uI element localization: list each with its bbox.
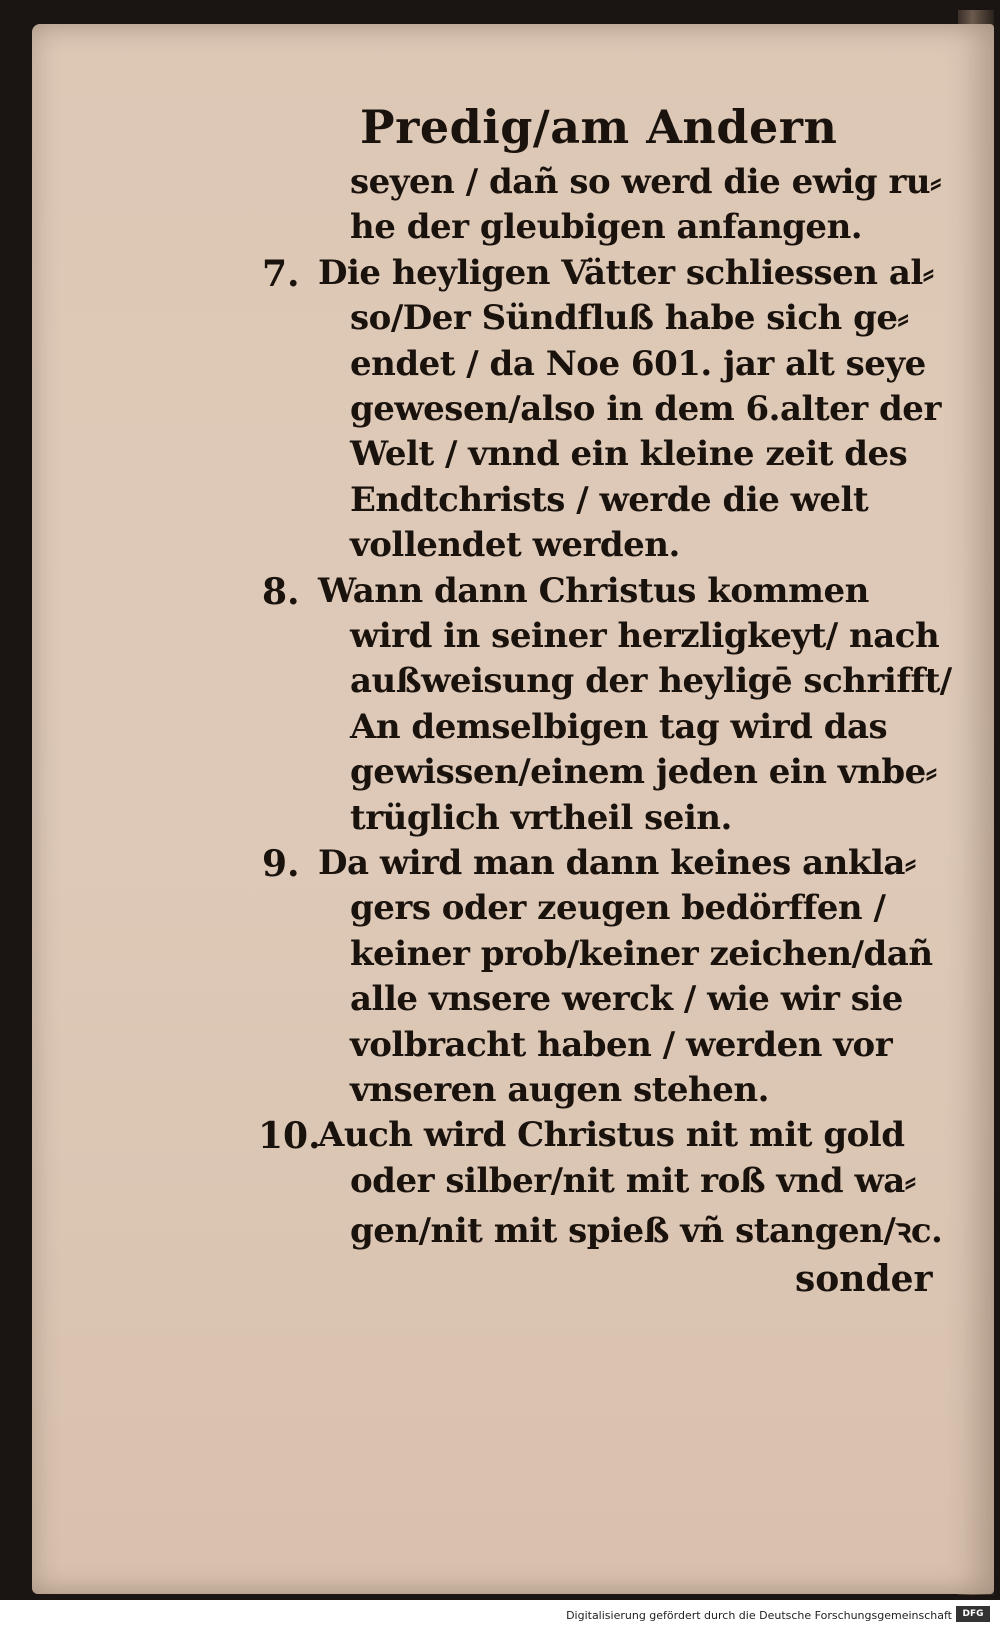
text-line: Welt / vnnd ein kleine zeit des <box>350 434 908 475</box>
text-line: endet / da Noe 601. jar alt seye <box>350 343 926 384</box>
text-line: Wann dann Christus kommen <box>318 570 869 611</box>
dfg-logo: DFG <box>956 1606 990 1622</box>
text-line: so/Der Sündfluß habe sich ge⸗ <box>350 298 909 339</box>
text-line: An demselbigen tag wird das <box>350 706 888 747</box>
paragraph-number: 9. <box>262 843 300 885</box>
catchword: sonder <box>795 1258 933 1300</box>
text-line: volbracht haben / werden vor <box>350 1024 893 1065</box>
text-line: Endtchrists / werde die welt <box>350 479 869 520</box>
footer-credit: Digitalisierung gefördert durch die Deutsche Forschungsgemeinschaft <box>566 1609 952 1622</box>
text-line: oder silber/nit mit roß vnd wa⸗ <box>350 1160 916 1201</box>
paragraph-number: 8. <box>262 570 300 613</box>
text-line: trüglich vrtheil sein. <box>350 797 732 838</box>
text-line: Auch wird Christus nit mit gold <box>318 1115 905 1156</box>
text-line: gen/nit mit spieß vñ stangen/ꝛc. <box>350 1211 943 1252</box>
text-line: he der gleubigen anfangen. <box>350 207 863 248</box>
text-line: seyen / dañ so werd die ewig ru⸗ <box>350 162 941 202</box>
text-line: gewissen/einem jeden ein vnbe⸗ <box>350 752 937 793</box>
text-line: alle vnsere werck / wie wir sie <box>350 979 903 1020</box>
text-line: keiner prob/keiner zeichen/dañ <box>350 933 933 974</box>
paragraph-number: 7. <box>262 252 300 295</box>
text-line: Die heyligen Vätter schliessen al⸗ <box>318 252 934 293</box>
text-line: vollendet werden. <box>350 525 680 566</box>
text-line: außweisung der heyligē schrifft/ <box>350 661 952 702</box>
text-line: Da wird man dann keines ankla⸗ <box>318 843 916 883</box>
text-line: wird in seiner herzligkeyt/ nach <box>350 616 940 656</box>
paragraph-number: 10. <box>258 1115 321 1158</box>
text-line: vnseren augen stehen. <box>350 1070 769 1110</box>
running-head: Predig/am Andern <box>360 100 838 154</box>
text-line: gers oder zeugen bedörffen / <box>350 888 886 929</box>
text-line: gewesen/also in dem 6.alter der <box>350 389 941 429</box>
